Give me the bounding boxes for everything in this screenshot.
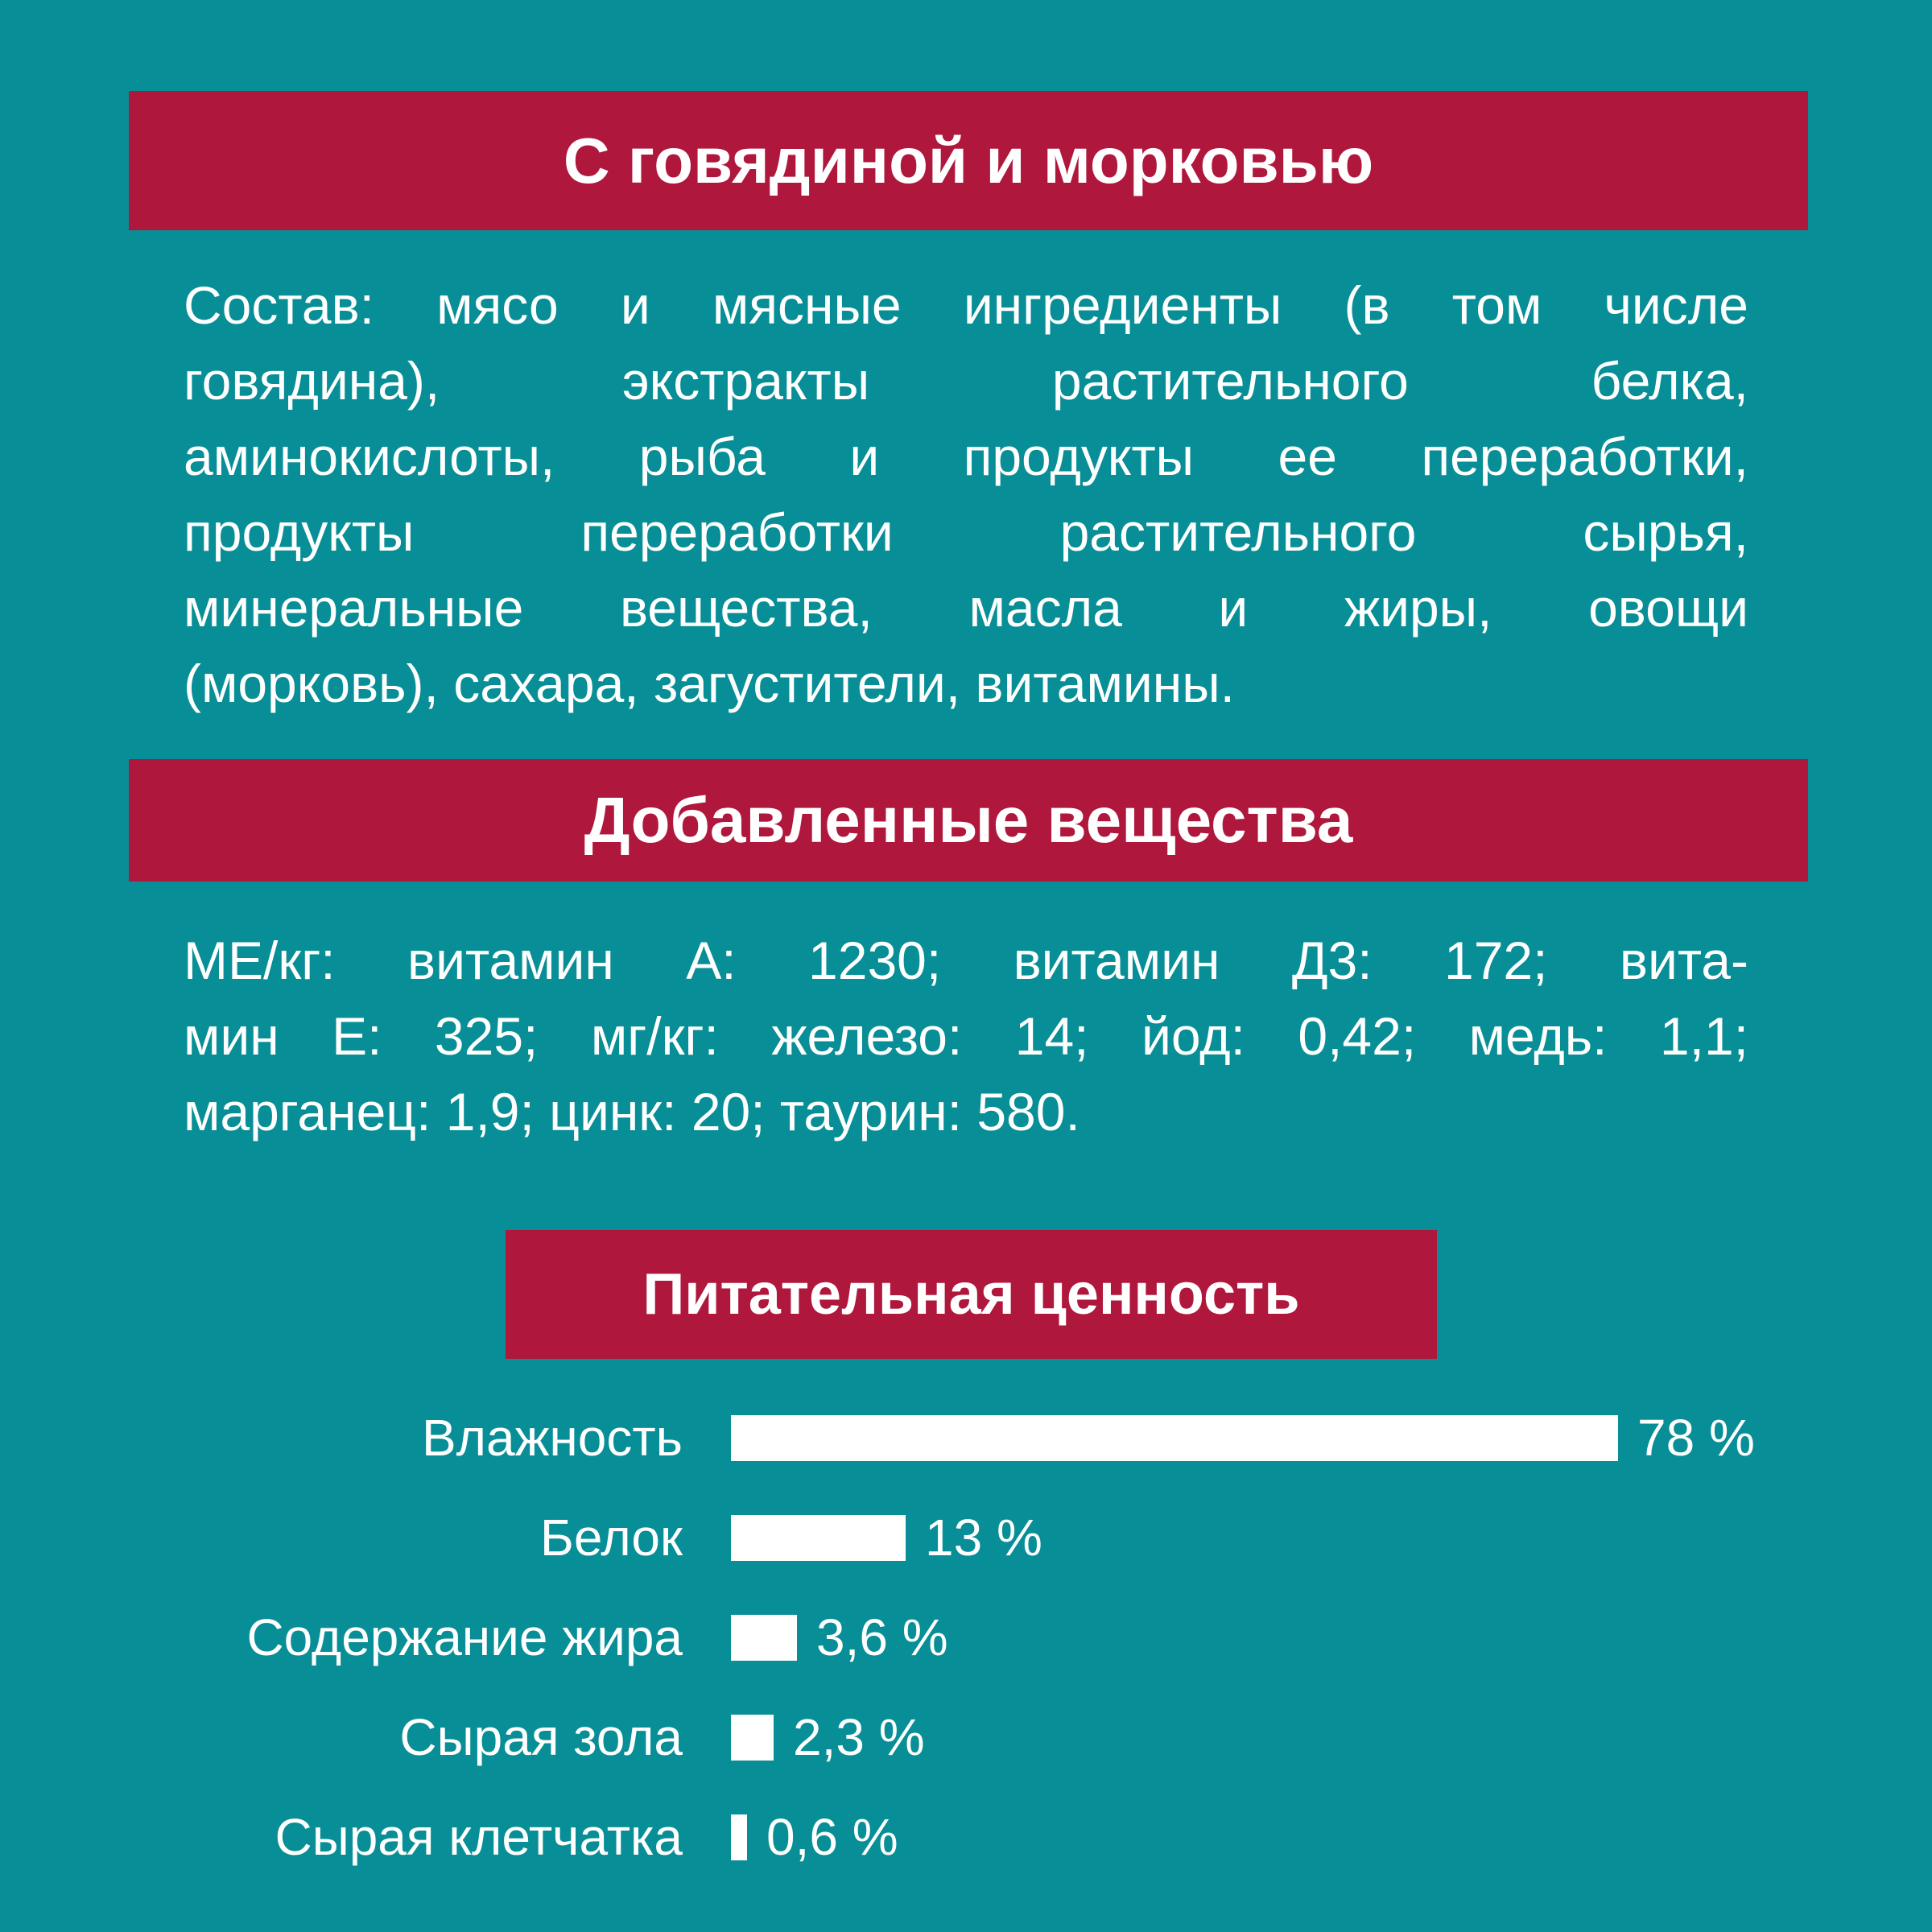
paragraph-line: аминокислоты, рыба и продукты ее переработки,: [184, 427, 1748, 486]
paragraph-line: продукты переработки растительного сырья,: [184, 502, 1748, 562]
nutrition-header-bar: [506, 1230, 1437, 1359]
chart-value: 78 %: [1637, 1409, 1755, 1467]
chart-bar: [731, 1615, 797, 1661]
chart-value: 13 %: [925, 1509, 1042, 1567]
chart-bar: [731, 1415, 1618, 1461]
additives-header-bar: [129, 759, 1808, 881]
paragraph-line: минеральные вещества, масла и жиры, овощи: [184, 578, 1748, 638]
paragraph-line: говядина), экстракты растительного белка,: [184, 351, 1748, 411]
paragraph-line: МЕ/кг: витамин А: 1230; витамин Д3: 172; вита-: [184, 931, 1748, 990]
chart-value: 0,6 %: [766, 1808, 898, 1866]
chart-row: [129, 1687, 1900, 1787]
paragraph-line: (морковь), сахара, загустители, витамины.: [184, 654, 1235, 713]
composition-paragraph: [184, 267, 1748, 721]
chart-row-label: Сырая зола: [399, 1708, 683, 1766]
additives-paragraph: [184, 923, 1748, 1150]
chart-row: [129, 1388, 1900, 1488]
chart-row-label: Влажность: [421, 1409, 683, 1467]
chart-row: [129, 1587, 1900, 1687]
chart-bar: [731, 1814, 747, 1860]
chart-row-label: Сырая клетчатка: [275, 1808, 683, 1866]
chart-value: 2,3 %: [793, 1708, 925, 1766]
flavor-title: С говядиной и морковью: [563, 124, 1374, 196]
chart-bar: [731, 1515, 906, 1561]
chart-bar: [731, 1715, 774, 1761]
flavor-header-bar: [129, 91, 1808, 230]
chart-row-label: Белок: [539, 1509, 683, 1567]
nutrition-chart: [129, 1388, 1900, 1887]
paragraph-line: марганец: 1,9; цинк: 20; таурин: 580.: [184, 1082, 1080, 1141]
nutrition-title: Питательная ценность: [642, 1262, 1300, 1327]
additives-title: Добавленные вещества: [584, 784, 1353, 856]
paragraph-line: Состав: мясо и мясные ингредиенты (в том числе: [184, 275, 1748, 335]
chart-row: [129, 1488, 1900, 1587]
chart-row: [129, 1787, 1900, 1887]
chart-row-label: Содержание жира: [246, 1608, 683, 1666]
paragraph-line: мин Е: 325; мг/кг: железо: 14; йод: 0,42; медь: 1,1;: [184, 1006, 1748, 1066]
chart-value: 3,6 %: [816, 1608, 948, 1666]
